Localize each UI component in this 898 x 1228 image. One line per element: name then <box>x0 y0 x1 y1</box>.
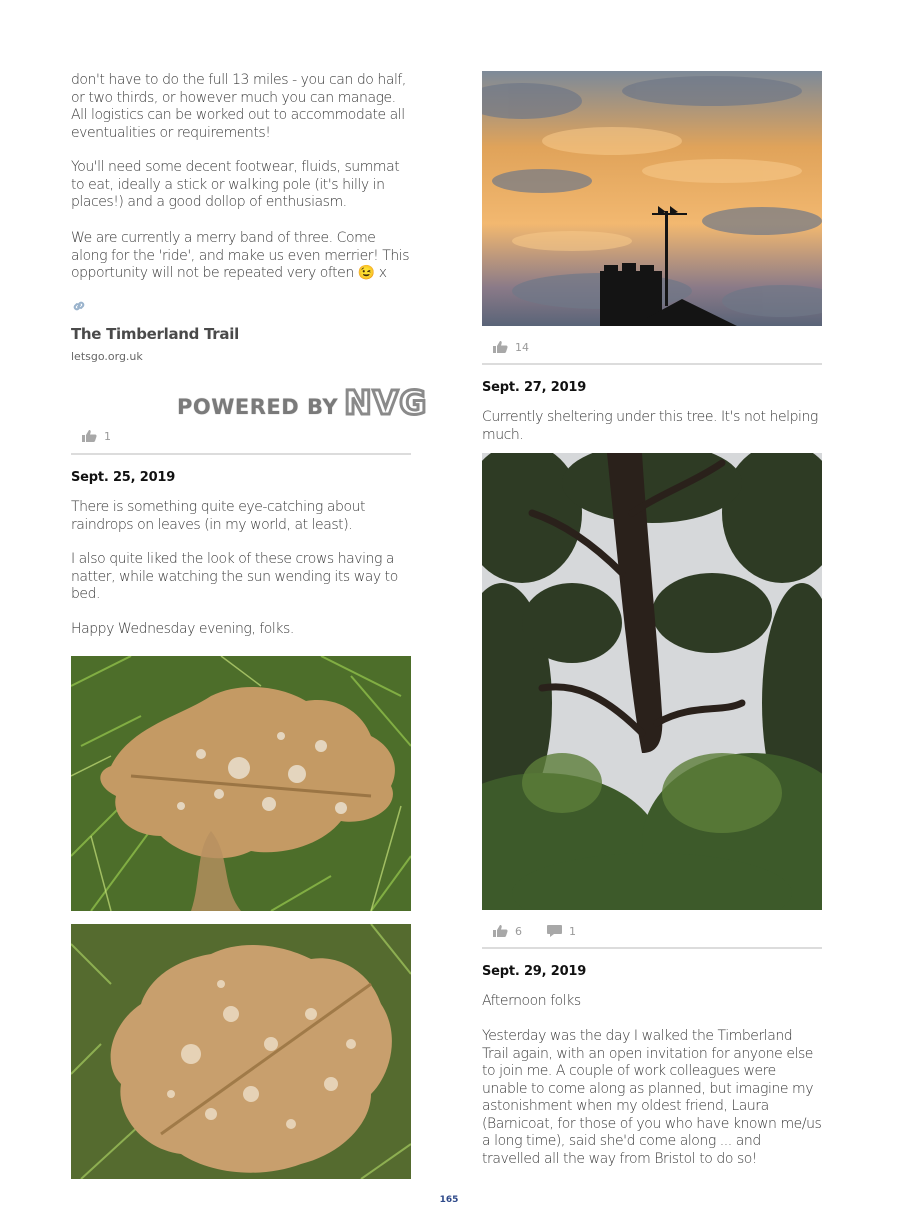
comment-icon[interactable] <box>546 924 563 938</box>
thumbs-up-icon[interactable] <box>492 924 509 938</box>
intro-paragraph-3-text: We are currently a merry band of three. Come along for the 'ride', and make us even merrier! This opportunity will not be repeated very often <box>71 230 410 281</box>
post-divider <box>482 363 822 365</box>
powered-by-label: POWERED BY <box>177 395 339 419</box>
left-reactions <box>81 429 129 443</box>
likes-count: 1 <box>104 429 111 443</box>
post-divider <box>482 947 822 949</box>
wink-emoji: 😉 x <box>357 265 387 281</box>
post-paragraph-1: There is something quite eye-catching about raindrops on leaves (in my world, at least). <box>71 499 366 533</box>
intro-paragraph-2: You'll need some decent footwear, fluids, summat to eat, ideally a stick or walking pole (it's hilly in places!) and a good dollop of enthusiasm. <box>71 159 400 210</box>
link-icon[interactable] <box>71 298 87 314</box>
intro-paragraph-1: don't have to do the full 13 miles - you can do half, or two thirds, or however much you can manage. All logistics can be worked out to accommodate all eventualities or requirements! <box>71 72 406 141</box>
nvg-wordmark: NVG <box>344 383 428 422</box>
likes-count: 14 <box>515 340 529 354</box>
tree-canopy-photo[interactable] <box>482 453 822 910</box>
post-date: Sept. 25, 2019 <box>71 470 176 485</box>
likes-count: 6 <box>515 924 522 938</box>
thumbs-up-icon[interactable] <box>492 340 509 354</box>
comments-count: 1 <box>569 924 576 938</box>
post-divider <box>71 453 411 455</box>
sunset-chimney-photo[interactable] <box>482 71 822 326</box>
leaf-raindrops-photo-1[interactable] <box>71 656 411 911</box>
page-number: 165 <box>439 1195 459 1205</box>
post-text: Yesterday was the day I walked the Timberland Trail again, with an open invitation for anyone else to join me. A couple of work colleagues were unable to come along as planned, but imagine my astonishment when my oldest friend, Laura (Barnicoat, for those of you who have known me/us a long time), said she'd come along ... and travelled all the way from Bristol to do so! <box>482 1028 822 1167</box>
leaf-raindrops-photo-2[interactable] <box>71 924 411 1179</box>
post-paragraph-2: I also quite liked the look of these crows having a natter, while watching the sun wending its way to bed. <box>71 551 398 602</box>
intro-paragraph-3 <box>71 230 411 283</box>
link-title[interactable]: The Timberland Trail <box>71 325 239 343</box>
powered-by-nvg-logo <box>177 383 427 422</box>
post-date: Sept. 27, 2019 <box>482 380 587 395</box>
post-paragraph-3: Happy Wednesday evening, folks. <box>71 621 294 637</box>
thumbs-up-icon[interactable] <box>81 429 98 443</box>
post-date: Sept. 29, 2019 <box>482 964 587 979</box>
tree-reactions <box>492 924 594 938</box>
link-domain[interactable]: letsgo.org.uk <box>71 350 143 363</box>
sunset-reactions <box>492 340 547 354</box>
post-text: Currently sheltering under this tree. It's not helping much. <box>482 409 818 443</box>
post-greeting: Afternoon folks <box>482 993 581 1009</box>
